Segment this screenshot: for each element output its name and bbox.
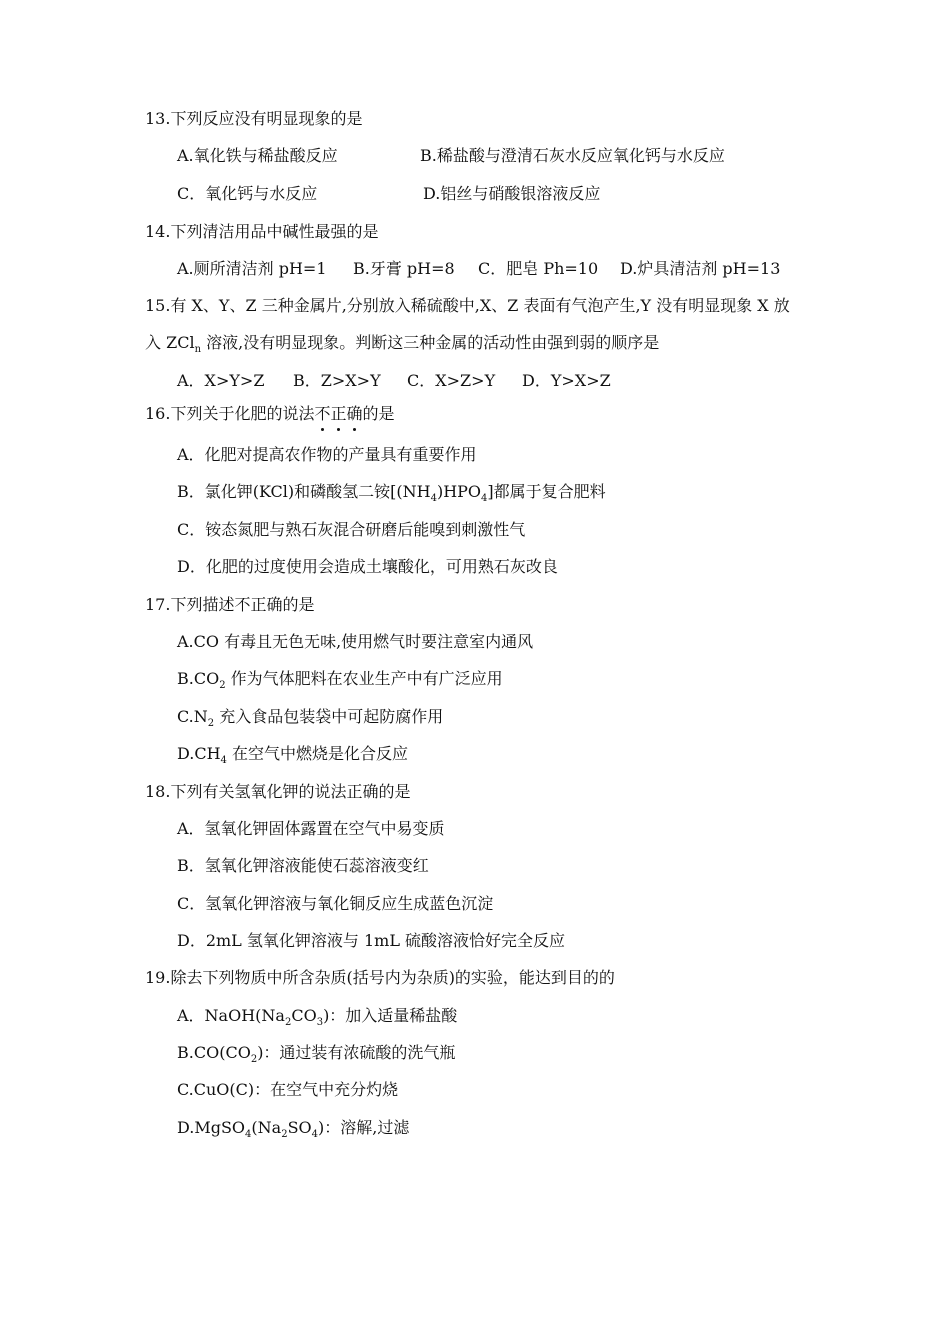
- q19-d-part: SO: [287, 1118, 312, 1137]
- q19-d-subscript: 2: [281, 1129, 288, 1140]
- q19-d-part: (Na: [251, 1118, 282, 1137]
- q17-option-b: [177, 668, 503, 690]
- q17-b-subscript: 2: [219, 680, 226, 691]
- q19-a-part: )：加入适量稀盐酸: [323, 1006, 458, 1025]
- q16-stem-part: 的是: [362, 404, 395, 423]
- q17-c-part: C.N: [177, 707, 208, 726]
- q17-option-c: [177, 706, 443, 728]
- q19-a-part: A．NaOH(Na: [177, 1006, 285, 1025]
- q17-b-part: B.CO: [177, 669, 220, 688]
- q19-b-part: B.CO(CO: [177, 1043, 251, 1062]
- q16-b-part: ]都属于复合肥料: [487, 482, 606, 501]
- q13-option-a: A.氧化铁与稀盐酸反应: [177, 146, 338, 165]
- q16-option-b: [177, 481, 606, 503]
- q18-option-c: C．氢氧化钾溶液与氧化铜反应生成蓝色沉淀: [177, 894, 494, 913]
- q16-b-subscript: 4: [481, 493, 488, 504]
- q19-d-subscript: 4: [245, 1129, 252, 1140]
- q16-stem-part: 16.下列关于化肥的说法: [145, 404, 315, 423]
- q17-option-a: A.CO 有毒且无色无味,使用燃气时要注意室内通风: [177, 632, 534, 651]
- question-17-stem: 17.下列描述不正确的是: [145, 595, 315, 614]
- q17-option-d: [177, 743, 408, 765]
- q15-option-b: B．Z>X>Y: [293, 371, 381, 390]
- q17-c-subscript: 2: [207, 718, 215, 729]
- q17-c-part: 充入食品包装袋中可起防腐作用: [214, 707, 444, 726]
- q16-b-part: B．氯化钾(KCl)和磷酸氢二铵[(NH: [177, 482, 431, 501]
- q13-option-d: D.铝丝与硝酸银溶液反应: [423, 184, 601, 203]
- q19-b-subscript: 2: [250, 1054, 258, 1065]
- q19-option-b: [177, 1042, 455, 1064]
- q15-option-c: C．X>Z>Y: [407, 371, 496, 390]
- q15-option-d: D．Y>X>Z: [522, 371, 611, 390]
- q14-option-c: C．肥皂 Ph=10: [478, 259, 599, 278]
- q18-option-b: B．氢氧化钾溶液能使石蕊溶液变红: [177, 856, 429, 875]
- q16-emphasis-char: 确: [346, 404, 363, 423]
- q13-option-c: C．氧化钙与水反应: [177, 184, 318, 203]
- q19-d-part: D.MgSO: [177, 1118, 246, 1137]
- q16-option-d: D．化肥的过度使用会造成土壤酸化，可用熟石灰改良: [177, 557, 558, 576]
- q17-d-part: D.CH: [177, 744, 221, 763]
- q15-stem-part: 溶液,没有明显现象。判断这三种金属的活动性由强到弱的顺序是: [201, 333, 660, 352]
- q14-option-b: B.牙膏 pH=8: [353, 259, 455, 278]
- q15-option-a: A．X>Y>Z: [177, 371, 265, 390]
- question-18-stem: 18.下列有关氢氧化钾的说法正确的是: [145, 782, 411, 801]
- q16-b-subscript: 4: [430, 493, 437, 504]
- q19-option-c: C.CuO(C)：在空气中充分灼烧: [177, 1080, 399, 1099]
- q19-option-a: [177, 1005, 457, 1027]
- question-19-stem: 19.除去下列物质中所含杂质(括号内为杂质)的实验，能达到目的的: [145, 968, 615, 987]
- q19-b-part: )：通过装有浓硫酸的洗气瓶: [257, 1043, 456, 1062]
- q18-option-d: D．2mL 氢氧化钾溶液与 1mL 硫酸溶液恰好完全反应: [177, 931, 566, 950]
- q15-stem-part: 入 ZCl: [145, 333, 195, 352]
- question-14-stem: 14.下列清洁用品中碱性最强的是: [145, 222, 379, 241]
- q16-b-part: )HPO: [436, 482, 482, 501]
- question-13-stem: 13.下列反应没有明显现象的是: [145, 109, 363, 128]
- question-16-stem: [145, 403, 395, 425]
- q17-b-part: 作为气体肥料在农业生产中有广泛应用: [225, 669, 503, 688]
- q17-d-part: 在空气中燃烧是化合反应: [226, 744, 409, 763]
- q19-d-subscript: 4: [311, 1129, 319, 1140]
- q19-option-d: [177, 1117, 409, 1139]
- q19-a-subscript: 2: [284, 1017, 292, 1028]
- q17-d-subscript: 4: [220, 755, 227, 766]
- q18-option-a: A．氢氧化钾固体露置在空气中易变质: [177, 819, 445, 838]
- question-15-stem-line-2: [145, 332, 659, 354]
- q16-emphasis-char: 正: [330, 404, 347, 423]
- q16-emphasis-char: 不: [314, 404, 331, 423]
- q16-option-a: A．化肥对提高农作物的产量具有重要作用: [177, 445, 477, 464]
- q14-option-a: A.厕所清洁剂 pH=1: [177, 259, 327, 278]
- q14-option-d: D.炉具清洁剂 pH=13: [620, 259, 781, 278]
- q16-option-c: C．铵态氮肥与熟石灰混合研磨后能嗅到刺激性气: [177, 520, 526, 539]
- question-15-stem-line-1: 15.有 X、Y、Z 三种金属片,分别放入稀硫酸中,X、Z 表面有气泡产生,Y 没有明显现象 X 放: [145, 296, 790, 315]
- q13-option-b: B.稀盐酸与澄清石灰水反应氧化钙与水反应: [420, 146, 725, 165]
- q19-d-part: )：溶解,过滤: [318, 1118, 410, 1137]
- q15-subscript: n: [194, 344, 202, 355]
- q19-a-part: CO: [291, 1006, 317, 1025]
- q19-a-subscript: 3: [316, 1017, 324, 1028]
